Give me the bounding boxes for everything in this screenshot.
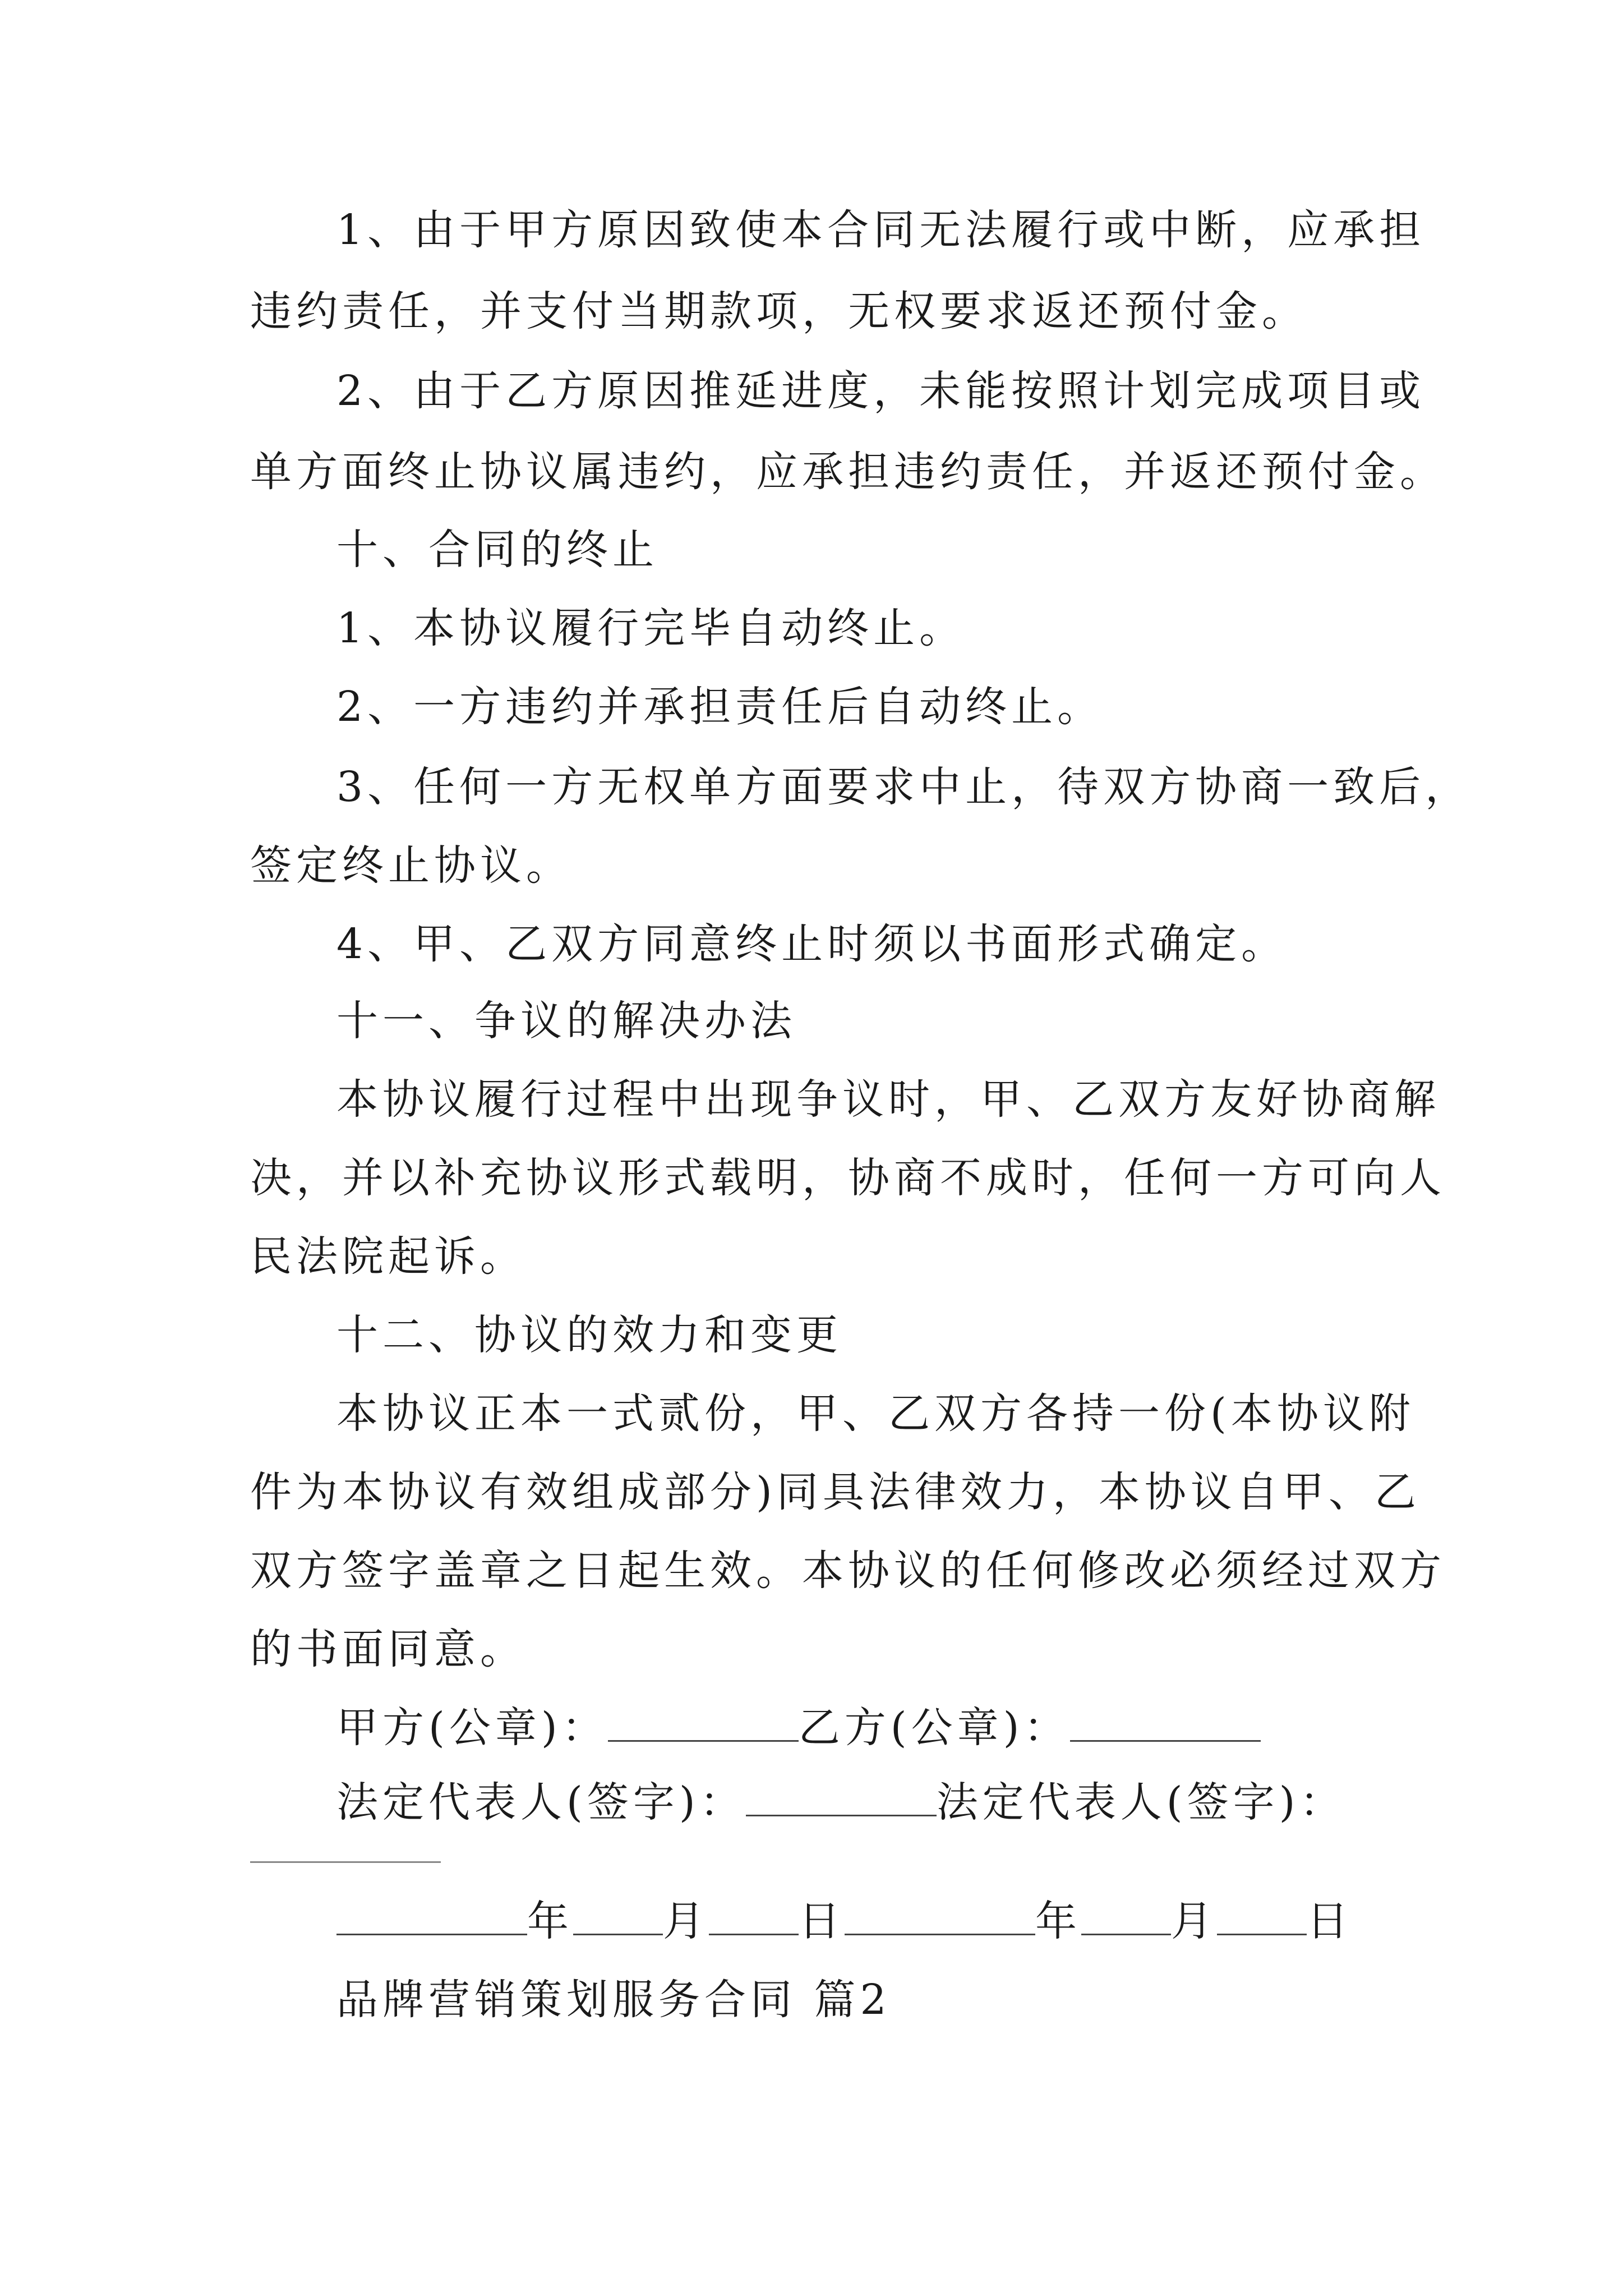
paragraph-line: 本协议履行过程中出现争议时，甲、乙双方友好协商解 [336, 1075, 1440, 1124]
day-label: 日 [799, 1897, 845, 1945]
party-b-rep-label: 法定代表人(签字)： [936, 1778, 1346, 1826]
paragraph-line: 单方面终止协议属违约，应承担违约责任，并返还预付金。 [250, 448, 1446, 496]
next-section-title: 品牌营销策划服务合同 篇2 [336, 1976, 891, 2024]
party-a-seal-label: 甲方(公章)： [336, 1704, 608, 1752]
party-b-rep-blank [250, 1861, 441, 1863]
day-label: 日 [1307, 1897, 1353, 1945]
paragraph-line: 签定终止协议。 [250, 841, 572, 890]
party-a-seal-blank [608, 1705, 799, 1742]
paragraph-line: 违约责任，并支付当期款项，无权要求返还预付金。 [250, 287, 1308, 335]
paragraph-line: 1、本协议履行完毕自动终止。 [336, 604, 966, 652]
paragraph-line: 民法院起诉。 [250, 1232, 526, 1281]
paragraph-line: 3、任何一方无权单方面要求中止，待双方协商一致后， [336, 763, 1472, 811]
paragraph-line: 决，并以补充协议形式载明，协商不成时，任何一方可向人 [250, 1154, 1446, 1202]
section-heading: 十、合同的终止 [336, 526, 658, 574]
section-heading: 十二、协议的效力和变更 [336, 1311, 842, 1359]
party-b-seal-blank [1070, 1705, 1261, 1742]
party-a-rep-label: 法定代表人(签字)： [336, 1778, 746, 1826]
paragraph-line: 4、甲、乙双方同意终止时须以书面形式确定。 [336, 920, 1288, 968]
month-label: 月 [1171, 1897, 1217, 1945]
party-a-month-blank [573, 1899, 663, 1935]
party-b-year-blank [845, 1899, 1035, 1935]
paragraph-line: 2、由于乙方原因推延进度，未能按照计划完成项目或 [336, 367, 1426, 415]
section-heading: 十一、争议的解决办法 [336, 997, 796, 1045]
year-label: 年 [527, 1897, 573, 1945]
party-a-year-blank [336, 1899, 527, 1935]
paragraph-line: 件为本协议有效组成部分)同具法律效力，本协议自甲、乙 [250, 1468, 1421, 1516]
paragraph-line: 双方签字盖章之日起生效。本协议的任何修改必须经过双方 [250, 1547, 1446, 1595]
representative-signature-row [336, 1777, 1346, 1828]
date-row [336, 1896, 1353, 1947]
party-b-seal-label: 乙方(公章)： [798, 1704, 1070, 1752]
seal-signature-row [336, 1703, 1261, 1753]
month-label: 月 [663, 1897, 709, 1945]
year-label: 年 [1035, 1897, 1081, 1945]
paragraph-line: 1、由于甲方原因致使本合同无法履行或中断，应承担 [336, 206, 1426, 254]
party-b-month-blank [1081, 1899, 1171, 1935]
party-b-day-blank [1217, 1899, 1307, 1935]
party-a-day-blank [709, 1899, 799, 1935]
paragraph-line: 本协议正本一式贰份，甲、乙双方各持一份(本协议附 [336, 1389, 1415, 1438]
paragraph-line: 的书面同意。 [250, 1625, 526, 1673]
party-a-rep-blank [746, 1780, 937, 1816]
paragraph-line: 2、一方违约并承担责任后自动终止。 [336, 683, 1104, 731]
